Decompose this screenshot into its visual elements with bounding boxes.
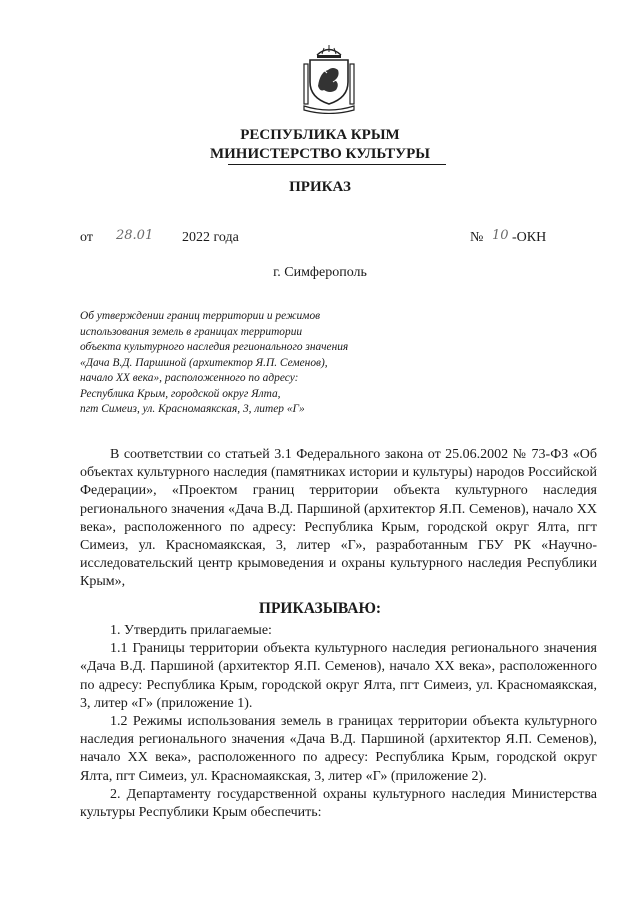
number-handwritten: 10 [492,228,509,243]
date-handwritten: 28.01 [116,228,154,243]
number-suffix: -ОКН [512,230,547,245]
subject-line: пгт Симеиз, ул. Красномаякская, 3, литер «Г» [80,403,305,415]
item-1-1: 1.1 Границы территории объекта культурного наследия регионального значения «Дача В.Д. Паршиной (архитектор Я.П. Семенов), начало XX века», расположенного по адресу: Республика Крым, городской округ Ялта, пгт Симеиз, ул. Красномаякская, 3, литер «Г» (приложение 1). [80,641,597,711]
org-ministry: МИНИСТЕРСТВО КУЛЬТУРЫ [209,146,431,162]
date-from-label: от [80,230,93,245]
subject-line: использования земель в границах территории [80,325,303,338]
subject-line: «Дача В.Д. Паршиной (архитектор Я.П. Семенов), [80,356,328,369]
item-1-2: 1.2 Режимы использования земель в границах территории объекта культурного наследия регионального значения «Дача В.Д. Паршиной (архитектор Я.П. Семенов), начало XX века», расположенного по адресу: Республика Крым, городской округ Ялта, пгт Симеиз, ул. Красномаякская, 3, литер «Г» (приложение 2). [80,714,597,784]
city-line: г. Симферополь [273,265,367,280]
org-republic: РЕСПУБЛИКА КРЫМ [240,127,400,143]
subject-line: объекта культурного наследия регионального значения [80,341,349,353]
header-rule [228,164,446,165]
subject-line: начало XX века», расположенного по адресу: [80,372,299,384]
subject-line: Республика Крым, городской округ Ялта, [80,387,281,400]
document-type-title: ПРИКАЗ [289,179,351,195]
decree-body [80,622,597,822]
preamble-paragraph: В соответствии со статьей 3.1 Федерального закона от 25.06.2002 № 73-ФЗ «Об объектах культурного наследия (памятниках истории и культуры) народов Российской Федерации», «Проектом границ территории объекта культурного наследия регионального значения «Дача В.Д. Паршиной (архитектор Я.П. Семенов), начало XX века», расположенного по адресу: Республика Крым, городской округ Ялта, пгт Симеиз, ул. Красномаякская, 3, литер «Г», разработанным ГБУ РК «Научно-исследовательский центр крымоведения и охраны культурного наследия Республики Крым», [80,447,597,590]
coat-of-arms-icon [300,42,358,114]
decree-heading: ПРИКАЗЫВАЮ: [258,600,382,617]
date-year: 2022 года [182,230,239,245]
number-sign: № [470,230,484,245]
item-1: 1. Утвердить прилагаемые: [110,623,272,638]
subject-block [80,309,410,418]
item-2: 2. Департаменту государственной охраны культурного наследия Министерства культуры Республики Крым обеспечить: [80,786,597,821]
subject-line: Об утверждении границ территории и режимов [80,310,321,322]
